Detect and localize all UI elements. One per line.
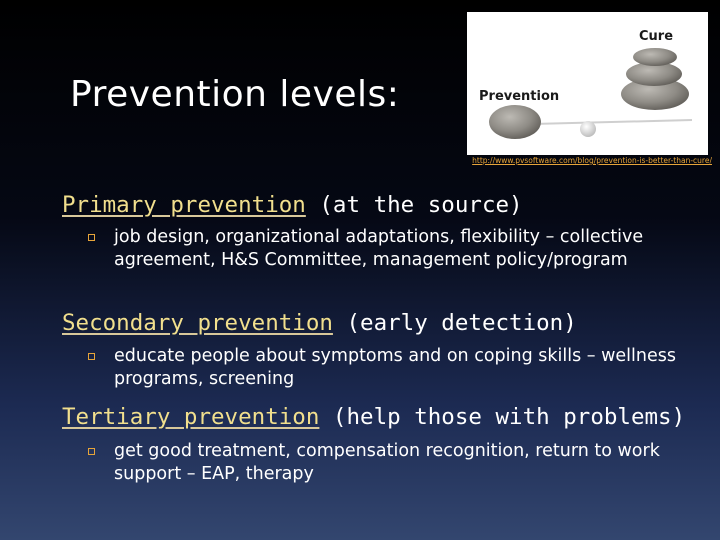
bullet-marker-icon bbox=[88, 234, 95, 241]
tertiary-prevention-subtitle: (help those with problems) bbox=[319, 404, 686, 430]
cure-stone-top bbox=[633, 48, 677, 66]
tertiary-prevention-bullet-text: get good treatment, compensation recognition, return to work support – EAP, therapy bbox=[114, 441, 660, 484]
slide-title: Prevention levels: bbox=[70, 74, 400, 115]
prevention-cure-balance-image bbox=[467, 12, 708, 155]
source-link[interactable]: http://www.pvsoftware.com/blog/prevention-is-better-than-cure/ bbox=[472, 156, 712, 165]
primary-prevention-term: Primary prevention bbox=[62, 192, 306, 218]
secondary-prevention-term: Secondary prevention bbox=[62, 310, 333, 336]
primary-prevention-bullet-text: job design, organizational adaptations, flexibility – collective agreement, H&S Committee, management policy/program bbox=[114, 227, 644, 270]
bullet-marker-icon bbox=[88, 448, 95, 455]
prevention-stone bbox=[489, 105, 541, 139]
tertiary-prevention-term: Tertiary prevention bbox=[62, 404, 320, 430]
secondary-prevention-bullet-text: educate people about symptoms and on coping skills – wellness programs, screening bbox=[114, 346, 676, 389]
primary-prevention-subtitle: (at the source) bbox=[305, 192, 523, 218]
primary-prevention-bullet bbox=[88, 226, 688, 272]
primary-prevention-heading bbox=[62, 192, 523, 218]
balance-illustration bbox=[467, 12, 708, 155]
secondary-prevention-bullet bbox=[88, 345, 688, 391]
tertiary-prevention-bullet bbox=[88, 440, 688, 486]
secondary-prevention-subtitle: (early detection) bbox=[332, 310, 577, 336]
secondary-prevention-heading bbox=[62, 310, 577, 336]
cure-label: Cure bbox=[639, 29, 674, 44]
bullet-marker-icon bbox=[88, 353, 95, 360]
prevention-label: Prevention bbox=[479, 89, 560, 104]
tertiary-prevention-heading bbox=[62, 404, 685, 430]
seesaw-pivot bbox=[580, 121, 596, 137]
